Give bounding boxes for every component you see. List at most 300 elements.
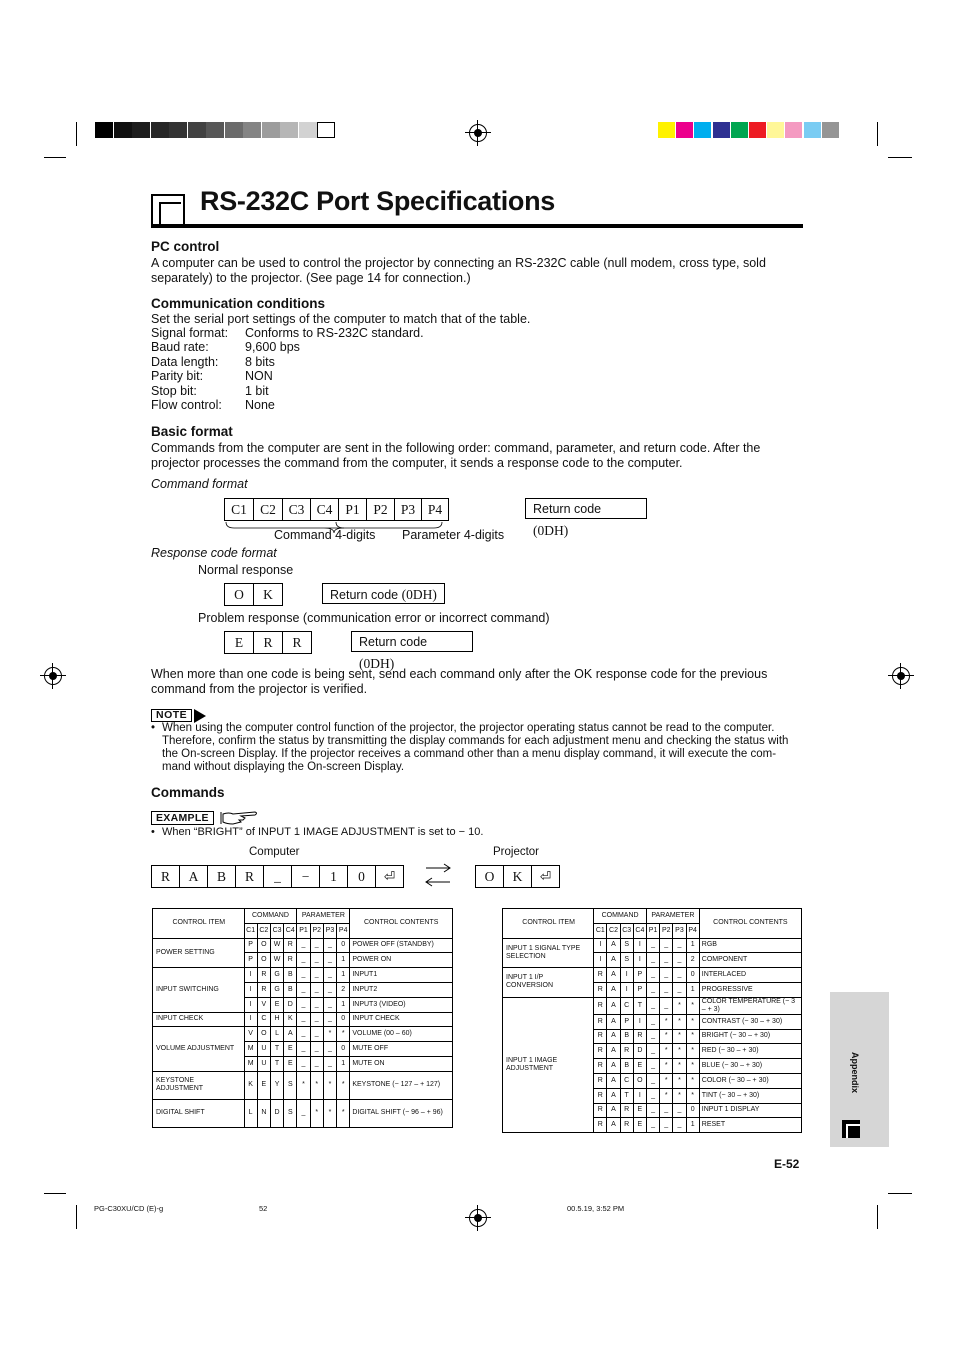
- code-cell: _: [323, 968, 336, 983]
- code-cell: _: [646, 997, 659, 1014]
- gray-swatch: [95, 122, 113, 138]
- code-cell: _: [297, 1042, 310, 1057]
- control-table-right: [502, 908, 802, 1133]
- ok-cell: K: [263, 587, 273, 602]
- page-number: E-52: [774, 1157, 800, 1171]
- code-cell: *: [337, 1027, 350, 1042]
- code-cell: _: [297, 968, 310, 983]
- code-cell: T: [620, 1088, 633, 1103]
- cmd-cell: −: [292, 866, 320, 887]
- code-cell: 0: [337, 1012, 350, 1027]
- registration-mark-icon: [44, 667, 62, 685]
- command-format-boxes: [224, 498, 449, 521]
- code-cell: _: [310, 938, 323, 953]
- code-cell: *: [673, 1088, 686, 1103]
- page-title: RS-232C Port Specifications: [200, 186, 556, 216]
- code-cell: I: [244, 1012, 257, 1027]
- control-contents-cell: INPUT3 (VIDEO): [350, 997, 453, 1012]
- code-cell: S: [620, 953, 633, 968]
- table-row: [153, 1071, 453, 1099]
- code-cell: A: [607, 1073, 620, 1088]
- err-cell: R: [292, 635, 302, 650]
- code-cell: R: [594, 1029, 607, 1044]
- code-cell: A: [607, 938, 620, 953]
- cmd-cell: R: [236, 866, 264, 887]
- cmd-cell: C1: [225, 499, 254, 520]
- code-cell: *: [673, 1073, 686, 1088]
- code-cell: R: [594, 1014, 607, 1029]
- computer-command-boxes: [151, 865, 404, 888]
- code-cell: _: [660, 938, 673, 953]
- code-cell: P: [244, 953, 257, 968]
- code-cell: *: [673, 997, 686, 1014]
- code-cell: *: [673, 1059, 686, 1074]
- code-cell: *: [660, 1029, 673, 1044]
- code-cell: R: [284, 938, 297, 953]
- control-contents-cell: COLOR TEMPERATURE (− 3 – + 3): [699, 997, 801, 1014]
- code-cell: 2: [337, 982, 350, 997]
- code-cell: B: [620, 1029, 633, 1044]
- gray-swatch: [169, 122, 187, 138]
- crop-mark: [44, 1193, 66, 1194]
- code-cell: G: [270, 968, 283, 983]
- cmd-cell: A: [180, 866, 208, 887]
- code-cell: *: [297, 1071, 310, 1099]
- code-cell: W: [270, 953, 283, 968]
- registration-mark-icon: [469, 1209, 487, 1227]
- control-item-cell: INPUT 1 IMAGE ADJUSTMENT: [503, 997, 594, 1132]
- control-contents-cell: INPUT CHECK: [350, 1012, 453, 1027]
- control-contents-cell: RED (− 30 – + 30): [699, 1044, 801, 1059]
- code-cell: P: [633, 982, 646, 997]
- code-cell: C: [620, 997, 633, 1014]
- control-contents-cell: BRIGHT (− 30 – + 30): [699, 1029, 801, 1044]
- control-contents-cell: CONTRAST (− 30 – + 30): [699, 1014, 801, 1029]
- code-cell: _: [297, 997, 310, 1012]
- code-cell: I: [633, 1088, 646, 1103]
- code-cell: T: [270, 1042, 283, 1057]
- return-code-box: Return code (0DH): [351, 631, 473, 652]
- code-cell: _: [660, 1103, 673, 1118]
- crop-mark: [877, 1205, 878, 1229]
- code-cell: L: [270, 1027, 283, 1042]
- comm-settings-list: [151, 326, 424, 412]
- gray-swatch: [188, 122, 206, 138]
- code-cell: O: [257, 953, 270, 968]
- code-cell: A: [607, 1014, 620, 1029]
- comm-intro: Set the serial port settings of the computer to match that of the table.: [151, 312, 531, 326]
- control-contents-cell: DIGITAL SHIFT (− 96 – + 96): [350, 1099, 453, 1127]
- note-arrow-icon: [194, 709, 206, 723]
- column-header: C2: [607, 923, 620, 938]
- code-cell: O: [633, 1073, 646, 1088]
- code-cell: _: [646, 1059, 659, 1074]
- gray-swatch: [280, 122, 298, 138]
- code-cell: B: [284, 982, 297, 997]
- code-cell: D: [284, 997, 297, 1012]
- code-cell: _: [310, 1056, 323, 1071]
- color-swatch: [731, 122, 748, 138]
- cmd-cell: C4: [311, 499, 339, 520]
- code-cell: P: [620, 1014, 633, 1029]
- code-cell: _: [310, 953, 323, 968]
- code-cell: I: [633, 953, 646, 968]
- cmd-cell: C3: [283, 499, 311, 520]
- code-cell: 1: [686, 1118, 699, 1133]
- control-item-cell: DIGITAL SHIFT: [153, 1099, 245, 1127]
- comm-row: Baud rate: 9,600 bps: [151, 340, 300, 355]
- code-cell: 1: [686, 982, 699, 997]
- note-badge: NOTE: [151, 709, 192, 722]
- code-cell: R: [594, 997, 607, 1014]
- code-cell: I: [244, 997, 257, 1012]
- control-contents-cell: MUTE ON: [350, 1056, 453, 1071]
- crop-mark: [888, 157, 912, 158]
- gray-swatch: [132, 122, 150, 138]
- appendix-icon: [842, 1120, 860, 1138]
- response-format-label: Response code format: [151, 546, 277, 560]
- control-contents-cell: VOLUME (00 – 60): [350, 1027, 453, 1042]
- code-cell: R: [594, 1118, 607, 1133]
- basic-format-heading: Basic format: [151, 424, 233, 439]
- code-cell: R: [284, 953, 297, 968]
- code-cell: R: [633, 1029, 646, 1044]
- footer-date: 00.5.19, 3:52 PM: [567, 1204, 625, 1213]
- control-contents-cell: INPUT 1 DISPLAY: [699, 1103, 801, 1118]
- control-item-cell: INPUT CHECK: [153, 1012, 245, 1027]
- code-cell: 1: [686, 938, 699, 953]
- code-cell: D: [270, 1099, 283, 1127]
- crop-mark: [76, 122, 77, 146]
- code-cell: _: [310, 997, 323, 1012]
- code-cell: 0: [686, 968, 699, 983]
- code-cell: _: [673, 938, 686, 953]
- code-cell: _: [673, 1118, 686, 1133]
- color-swatch: [804, 122, 821, 138]
- code-cell: *: [310, 1071, 323, 1099]
- code-cell: _: [323, 1042, 336, 1057]
- code-cell: R: [594, 1073, 607, 1088]
- code-cell: W: [270, 938, 283, 953]
- column-header: C1: [594, 923, 607, 938]
- gray-swatch: [299, 122, 317, 138]
- code-cell: *: [673, 1014, 686, 1029]
- code-cell: K: [244, 1071, 257, 1099]
- table-row: [153, 1099, 453, 1127]
- code-cell: A: [607, 1088, 620, 1103]
- ok-cell: O: [225, 584, 254, 605]
- normal-response-label: Normal response: [198, 563, 294, 577]
- comm-row: Stop bit: 1 bit: [151, 383, 269, 398]
- code-cell: V: [244, 1027, 257, 1042]
- color-swatch: [694, 122, 711, 138]
- problem-response-label: Problem response (communication error or incorrect command): [198, 611, 550, 625]
- code-cell: _: [660, 982, 673, 997]
- code-cell: C: [620, 1073, 633, 1088]
- code-cell: *: [660, 1059, 673, 1074]
- control-item-cell: POWER SETTING: [153, 938, 245, 968]
- code-cell: 1: [337, 953, 350, 968]
- table-row: [153, 938, 453, 953]
- code-cell: _: [673, 1103, 686, 1118]
- code-cell: E: [270, 997, 283, 1012]
- table-row: [153, 1012, 453, 1027]
- code-cell: E: [633, 1118, 646, 1133]
- code-cell: I: [620, 982, 633, 997]
- code-cell: I: [594, 938, 607, 953]
- code-cell: R: [620, 1044, 633, 1059]
- column-header: C2: [257, 923, 270, 938]
- cmd-cell: 0: [348, 866, 376, 887]
- code-cell: A: [607, 982, 620, 997]
- code-cell: _: [646, 982, 659, 997]
- color-swatch: [658, 122, 675, 138]
- ok-response-boxes: [224, 583, 283, 606]
- code-cell: *: [323, 1071, 336, 1099]
- param-cell: P2: [367, 499, 395, 520]
- code-cell: *: [660, 1014, 673, 1029]
- code-cell: A: [607, 953, 620, 968]
- code-cell: R: [257, 982, 270, 997]
- crop-mark: [44, 157, 66, 158]
- code-cell: B: [284, 968, 297, 983]
- exchange-arrows-icon: [424, 862, 452, 888]
- code-cell: E: [633, 1059, 646, 1074]
- projector-label: Projector: [493, 846, 540, 858]
- crop-mark: [76, 1205, 77, 1229]
- code-cell: O: [257, 1027, 270, 1042]
- code-cell: *: [660, 1073, 673, 1088]
- return-code-box: Return code (0DH): [322, 583, 445, 604]
- control-contents-cell: TINT (− 30 – + 30): [699, 1088, 801, 1103]
- code-cell: O: [257, 938, 270, 953]
- control-contents-cell: BLUE (− 30 – + 30): [699, 1059, 801, 1074]
- code-cell: P: [244, 938, 257, 953]
- code-cell: *: [323, 1099, 336, 1127]
- code-cell: 2: [686, 953, 699, 968]
- pc-control-text: A computer can be used to control the projector by connecting an RS-232C cable (null modem, cross type, sold separately) to the projector. (See page 14 for connection.): [151, 256, 766, 285]
- code-cell: _: [673, 953, 686, 968]
- comm-row: Data length: 8 bits: [151, 354, 275, 369]
- control-item-header: CONTROL ITEM: [153, 909, 245, 939]
- code-cell: I: [594, 953, 607, 968]
- code-cell: _: [310, 1027, 323, 1042]
- code-cell: _: [297, 938, 310, 953]
- code-cell: P: [633, 968, 646, 983]
- code-cell: I: [244, 982, 257, 997]
- code-cell: A: [284, 1027, 297, 1042]
- column-header: C3: [620, 923, 633, 938]
- column-header: P2: [660, 923, 673, 938]
- appendix-icon: [151, 194, 185, 228]
- code-cell: A: [607, 1103, 620, 1118]
- code-cell: *: [686, 1088, 699, 1103]
- code-cell: G: [270, 982, 283, 997]
- control-contents-cell: POWER ON: [350, 953, 453, 968]
- err-cell: E: [225, 632, 254, 653]
- color-swatch: [785, 122, 802, 138]
- cmd-cell: R: [152, 866, 180, 887]
- footer-page: 52: [259, 1204, 268, 1213]
- code-cell: N: [257, 1099, 270, 1127]
- table-row: [503, 938, 802, 953]
- control-item-cell: INPUT 1 I/P CONVERSION: [503, 968, 594, 998]
- example-badge: EXAMPLE: [151, 811, 214, 825]
- appendix-tab-label: Appendix: [850, 1052, 860, 1094]
- control-contents-cell: COLOR (− 30 – + 30): [699, 1073, 801, 1088]
- control-contents-cell: COMPONENT: [699, 953, 801, 968]
- comm-heading: Communication conditions: [151, 296, 325, 311]
- control-item-cell: INPUT 1 SIGNAL TYPE SELECTION: [503, 938, 594, 968]
- code-cell: *: [337, 1099, 350, 1127]
- cmd-cell: C2: [254, 499, 283, 520]
- cmd-cell: 1: [320, 866, 348, 887]
- code-cell: R: [620, 1118, 633, 1133]
- code-cell: E: [633, 1103, 646, 1118]
- code-cell: L: [244, 1099, 257, 1127]
- control-item-header: CONTROL ITEM: [503, 909, 594, 939]
- control-contents-cell: POWER OFF (STANDBY): [350, 938, 453, 953]
- code-cell: _: [646, 1088, 659, 1103]
- column-header: C3: [270, 923, 283, 938]
- code-cell: R: [594, 1059, 607, 1074]
- table-row: [503, 997, 802, 1014]
- column-header: P3: [673, 923, 686, 938]
- pc-control-heading: PC control: [151, 239, 220, 254]
- code-cell: R: [594, 1103, 607, 1118]
- registration-mark-icon: [469, 124, 487, 142]
- column-header: C4: [633, 923, 646, 938]
- code-cell: _: [323, 1056, 336, 1071]
- code-cell: D: [633, 1044, 646, 1059]
- code-cell: I: [244, 968, 257, 983]
- code-cell: *: [686, 1014, 699, 1029]
- code-cell: C: [257, 1012, 270, 1027]
- code-cell: R: [594, 1088, 607, 1103]
- code-cell: _: [646, 968, 659, 983]
- code-cell: _: [323, 982, 336, 997]
- color-swatch: [822, 122, 839, 138]
- code-cell: R: [594, 968, 607, 983]
- table-row: [153, 968, 453, 983]
- gray-swatch: [151, 122, 169, 138]
- control-contents-header: CONTROL CONTENTS: [350, 909, 453, 939]
- gray-swatch: [262, 122, 280, 138]
- control-item-cell: VOLUME ADJUSTMENT: [153, 1027, 245, 1071]
- code-cell: *: [673, 1029, 686, 1044]
- control-item-cell: INPUT SWITCHING: [153, 968, 245, 1012]
- cmd-cell: _: [264, 866, 292, 887]
- color-swatch: [713, 122, 730, 138]
- control-contents-cell: INTERLACED: [699, 968, 801, 983]
- code-cell: _: [660, 953, 673, 968]
- code-cell: U: [257, 1056, 270, 1071]
- command-format-label: Command format: [151, 477, 248, 491]
- code-cell: H: [270, 1012, 283, 1027]
- code-cell: *: [337, 1071, 350, 1099]
- code-cell: R: [594, 982, 607, 997]
- control-item-cell: KEYSTONE ADJUSTMENT: [153, 1071, 245, 1099]
- gray-swatch: [243, 122, 261, 138]
- code-cell: *: [686, 1059, 699, 1074]
- return-key-icon: ⏎: [539, 869, 552, 884]
- code-cell: *: [310, 1099, 323, 1127]
- projector-response-boxes: [475, 865, 560, 888]
- code-cell: _: [297, 953, 310, 968]
- basic-format-text: Commands from the computer are sent in the following order: command, parameter, and return code. After the projector processes the command from the computer, it sends a response code to the computer.: [151, 441, 761, 470]
- control-contents-cell: INPUT1: [350, 968, 453, 983]
- return-key-icon: ⏎: [383, 869, 396, 884]
- code-cell: *: [686, 1044, 699, 1059]
- code-cell: E: [257, 1071, 270, 1099]
- code-cell: U: [257, 1042, 270, 1057]
- code-cell: E: [284, 1056, 297, 1071]
- column-header: P2: [310, 923, 323, 938]
- column-header: P4: [686, 923, 699, 938]
- computer-label: Computer: [249, 846, 300, 858]
- gray-swatch: [206, 122, 224, 138]
- code-cell: R: [257, 968, 270, 983]
- code-cell: S: [620, 938, 633, 953]
- code-cell: _: [646, 953, 659, 968]
- column-header: P1: [646, 923, 659, 938]
- control-contents-cell: PROGRESSIVE: [699, 982, 801, 997]
- control-contents-cell: MUTE OFF: [350, 1042, 453, 1057]
- code-cell: 1: [337, 1056, 350, 1071]
- appendix-tab: [830, 992, 889, 1147]
- code-cell: V: [257, 997, 270, 1012]
- code-cell: _: [297, 1099, 310, 1127]
- param-cell: P3: [395, 499, 422, 520]
- control-contents-cell: INPUT2: [350, 982, 453, 997]
- code-cell: *: [686, 1029, 699, 1044]
- column-header: P4: [337, 923, 350, 938]
- column-header: P1: [297, 923, 310, 938]
- code-cell: S: [284, 1071, 297, 1099]
- code-cell: _: [646, 1073, 659, 1088]
- code-cell: K: [284, 1012, 297, 1027]
- code-cell: 1: [337, 968, 350, 983]
- code-cell: I: [620, 968, 633, 983]
- code-cell: _: [660, 997, 673, 1014]
- code-cell: A: [607, 1044, 620, 1059]
- color-swatch: [749, 122, 766, 138]
- code-cell: _: [660, 968, 673, 983]
- code-cell: I: [633, 1014, 646, 1029]
- code-cell: _: [310, 968, 323, 983]
- code-cell: _: [646, 1014, 659, 1029]
- code-cell: _: [297, 1027, 310, 1042]
- code-cell: *: [660, 1044, 673, 1059]
- err-response-boxes: [224, 631, 312, 654]
- code-cell: _: [310, 1042, 323, 1057]
- code-cell: _: [660, 1118, 673, 1133]
- ok-cell: O: [476, 866, 504, 887]
- control-contents-header: CONTROL CONTENTS: [699, 909, 801, 939]
- ok-cell: K: [504, 866, 532, 887]
- pointing-hand-icon: [219, 808, 259, 826]
- comm-row: Signal format: Conforms to RS-232C standard.: [151, 326, 424, 340]
- command-header: COMMAND: [594, 909, 647, 924]
- code-cell: _: [646, 1118, 659, 1133]
- code-cell: _: [323, 1012, 336, 1027]
- registration-mark-icon: [892, 667, 910, 685]
- code-cell: 0: [686, 1103, 699, 1118]
- parameter-4-digits-label: Parameter 4-digits: [402, 528, 505, 542]
- multi-code-text: When more than one code is being sent, send each command only after the OK response code for the previous command from the projector is verified.: [151, 667, 768, 696]
- control-contents-cell: RESET: [699, 1118, 801, 1133]
- commands-heading: Commands: [151, 785, 225, 800]
